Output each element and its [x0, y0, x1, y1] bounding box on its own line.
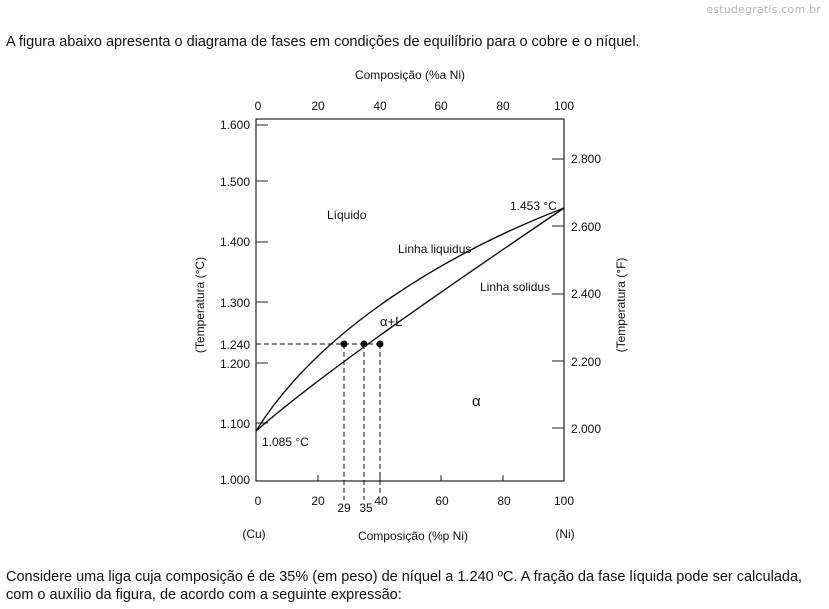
bottom-tick-label: 0: [254, 494, 262, 508]
left-axis-title: (Temperatura (°C): [193, 256, 207, 354]
top-ticks: [255, 99, 575, 113]
right-tick-label: 2.600: [571, 220, 602, 234]
left-tick-label: 1.500: [219, 175, 250, 189]
region-liquid-label: Líquido: [327, 208, 367, 222]
left-tick-label: 1.000: [219, 473, 250, 487]
bottom-tick-label: 80: [497, 494, 511, 508]
left-ticks: [220, 118, 268, 487]
left-tick-label: 1.300: [219, 296, 250, 310]
left-tick-label: 1.240: [219, 338, 250, 352]
top-axis-title: Composição (%a Ni): [354, 68, 466, 82]
outro-paragraph: Considere uma liga cuja composição é de 35% (em peso) de níquel a 1.240 ºC. A fração da fase líquida pode ser calculada, com o auxílio da figura, de acordo com a seguinte expressão:: [6, 569, 803, 603]
top-tick-label: 100: [553, 99, 575, 113]
melting-point-cu-label: 1.085 °C: [262, 435, 309, 449]
liquidus-label: Linha liquidus: [398, 242, 472, 256]
left-tick-label: 1.600: [219, 118, 250, 132]
right-ticks: [552, 152, 601, 436]
marked-tick-29: 29: [337, 501, 351, 515]
point-alloy-composition: [361, 341, 368, 348]
right-tick-label: 2.000: [571, 422, 602, 436]
bottom-tick-label: 60: [435, 494, 449, 508]
right-axis-title: (Temperatura (°F): [614, 257, 628, 353]
bottom-axis-title: Composição (%p Ni): [357, 529, 469, 543]
marked-tick-35: 35: [359, 501, 373, 515]
point-liquid-composition: [341, 341, 348, 348]
right-tick-label: 2.200: [571, 355, 602, 369]
cu-end-label: (Cu): [242, 527, 266, 541]
solidus-label: Linha solidus: [480, 280, 551, 294]
bottom-tick-label: 40: [374, 494, 388, 508]
point-solid-composition: [377, 341, 384, 348]
top-tick-label: 20: [311, 99, 325, 113]
plot-frame: [256, 119, 564, 481]
left-tick-label: 1.400: [219, 235, 250, 249]
melting-point-ni-label: 1.453 °C: [510, 199, 557, 213]
intro-paragraph: A figura abaixo apresenta o diagrama de fases em condições de equilíbrio para o cobre e o níquel.: [6, 34, 640, 50]
bottom-tick-label: 20: [311, 494, 325, 508]
top-tick-label: 40: [373, 99, 387, 113]
region-alpha-label: α: [472, 393, 481, 410]
top-tick-label: 80: [496, 99, 510, 113]
left-tick-label: 1.200: [219, 357, 250, 371]
ni-end-label: (Ni): [555, 527, 575, 541]
top-tick-label: 60: [434, 99, 448, 113]
watermark-text: estudegratis.com.br: [706, 3, 821, 16]
right-tick-label: 2.800: [571, 152, 602, 166]
right-tick-label: 2.400: [571, 287, 602, 301]
region-two-phase-label: α+L: [380, 314, 403, 329]
top-tick-label: 0: [254, 99, 262, 113]
left-tick-label: 1.100: [219, 417, 250, 431]
bottom-tick-label: 100: [553, 494, 575, 508]
